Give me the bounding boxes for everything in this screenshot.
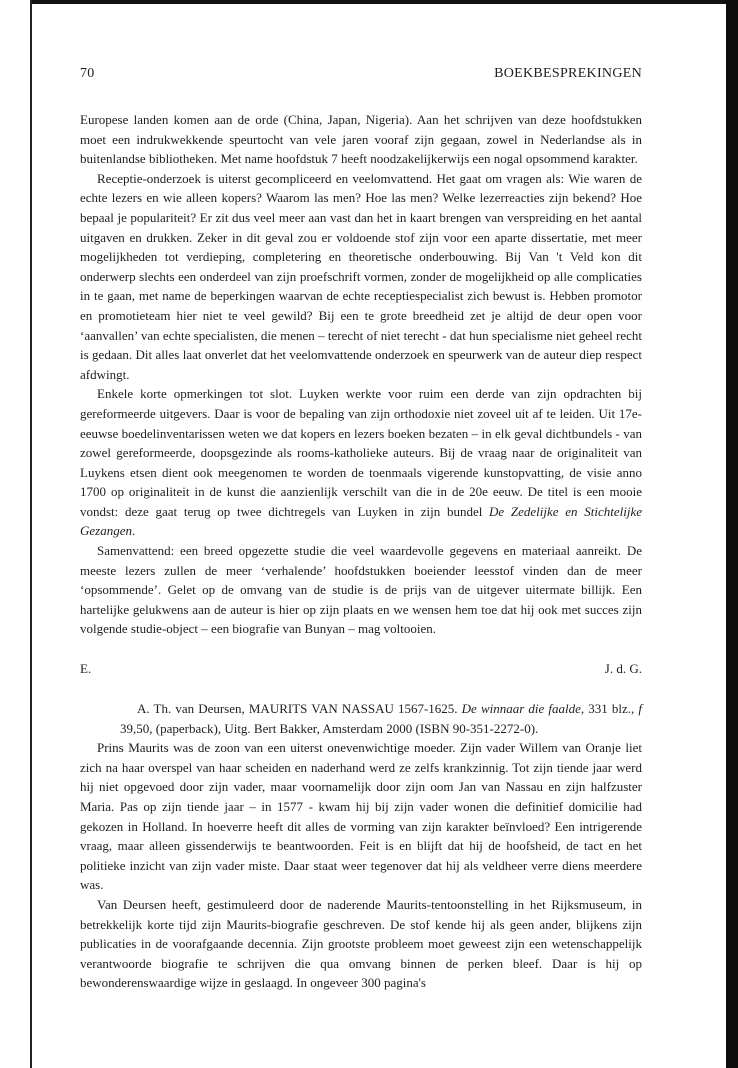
running-title: BOEKBESPREKINGEN: [494, 66, 642, 81]
paragraph: Europese landen komen aan de orde (China, Japan, Nigeria). Aan het schrijven van deze hoofdstukken moet een indrukwekkende speurtocht van vele jaren vooraf zijn gegaan, zowel in Nederlandse als in buitenlandse bibliotheken. Met name hoofdstuk 7 heeft noodzakelijkerwijs een nogal opsommend karakter.: [80, 112, 642, 167]
review-heading-details: 39,50, (paperback), Uitg. Bert Bakker, Amsterdam 2000 (ISBN 90-351-2272-0).: [120, 720, 539, 736]
scan-edge-top: [30, 0, 738, 4]
book-title: De Zedelijke en Stichtelijke Gezangen: [80, 503, 643, 539]
signature-right: J. d. G.: [604, 661, 642, 677]
scan-edge-right: [726, 0, 738, 1068]
paragraph: Van Deursen heeft, gestimuleerd door de naderende Maurits-tentoonstelling in het Rijksmuseum, in betrekkelijk korte tijd zijn Maurits-biografie geschreven. De stof kende hij als geen ander, blijkens zijn publicaties in de voorafgaande decennia. Zijn grootste probleem moet geweest zijn een wetenschappelijk verantwoorde biografie te schrijven die qua omvang binnen de perken bleef. Daar is hij op bewonderenswaardige wijze in geslaagd. In ongeveer 300 pagina's: [80, 896, 642, 991]
review-heading-currency: f: [638, 701, 642, 717]
review-signature: [80, 661, 642, 677]
paragraph: Prins Maurits was de zoon van een uiterst onevenwichtige moeder. Zijn vader Willem van Oranje liet zich na haar overspel van haar scheiden en naderhand werd ze zelfs krankzinnig. Tot zijn tiende jaar werd hij niet opgevoed door zijn vader, maar voornamelijk door zijn oom Jan van Nassau en zijn halfzuster Maria. Pas op zijn tiende jaar – in 1577 - kwam hij bij zijn vader wonen die definitief domicilie had gekozen in Holland. In hoeverre heeft dit alles de vorming van zijn karakter beïnvloed? Een intrigerende vraag, maar alleen gissenderwijs te beantwoorden. Feit is en blijft dat hij de hoofsheid, de tact en het politieke inzicht van zijn vader miste. Daar staat weer tegenover dat hij als veldheer verre diens meerdere was.: [80, 740, 642, 893]
document-page: [80, 66, 642, 993]
scan-edge-left: [30, 0, 32, 1068]
paragraph: [80, 384, 642, 541]
review-heading-subtitle: De winnaar die faalde: [461, 701, 581, 717]
page-number: 70: [80, 66, 95, 81]
review-2: [80, 699, 642, 993]
paragraph-text: Enkele korte opmerkingen tot slot. Luyken werkte voor ruim een derde van zijn opdrachten bij gereformeerde uitgevers. Daar is voor de bepaling van zijn orthodoxie niet zoveel uit af te leiden. Uit 17e-eeuwse boedelinventarissen weten we dat kopers en lezers boeken bezaten – in elk geval dichtbundels - van zowel gereformeerde, doopsgezinde als rooms-katholieke auteurs. Bij de vraag naar de originaliteit van Luykens etsen dient ook meegenomen te worden de toenmaals vigerende kunstopvatting, de visie anno 1700 op originaliteit in de kunst die aanzienlijk verschilt van die in de 20e eeuw. De titel is een mooie vondst: deze gaat terug op twee dichtregels van Luyken in zijn bundel: [80, 386, 642, 519]
review-1: [80, 110, 642, 639]
paragraph: Samenvattend: een breed opgezette studie die veel waardevolle gegevens en materiaal aanreikt. De meeste lezers zullen de meer ‘verhalende’ hoofdstukken boeiender leesstof vinden dan de meer ‘opsommende’. Gelet op de omvang van de studie is de prijs van de uitgever uitermate billijk. Een hartelijke gelukwens aan de auteur is hier op zijn plaats en we wensen hem toe dat hij ook met succes zijn volgende studie-object – een biografie van Bunyan – mag voltooien.: [80, 543, 642, 637]
paragraph: Receptie-onderzoek is uiterst gecompliceerd en veelomvattend. Het gaat om vragen als: Wie waren de echte lezers en wie alleen kopers? Waarom las men? Hoe las men? Welke lezerreacties zijn bekend? Hoe bepaal je populariteit? Er zit dus veel meer aan vast dan het in kaart brengen van verspreiding en het aantal uitgaven en drukken. Zeker in dit geval zou er voldoende stof zijn voor een aparte dissertatie, met meer mogelijkheden tot verdieping, completering en theoretische onderbouwing. Bij Van 't Veld kon dit onderwerp slechts een onderdeel van zijn proefschrift vormen, zonder de mogelijkheid op alle complicaties in te gaan, met name de beperkingen waarvan de echte receptiespecialist zich bewust is. Hebben promotor en promotieteam hier niet te veel gewild? Bij een te grote breedheid zet je altijd de deur open voor ‘aanvallen’ van echte specialisten, die menen – terecht of niet terecht - dat hun specialisme niet geheel recht is gedaan. Dit alles laat onverlet dat het veelomvattende onderzoek en speurwerk van de auteur diep respect afdwingt.: [80, 170, 642, 382]
paragraph-end: .: [132, 523, 136, 539]
review-heading-author: A. Th. van Deursen, MAURITS VAN NASSAU 1567-1625.: [137, 701, 462, 717]
running-header: [80, 66, 642, 82]
signature-left: E.: [80, 661, 92, 677]
review-heading: [80, 699, 642, 738]
review-heading-pages: , 331 blz.,: [580, 701, 639, 717]
